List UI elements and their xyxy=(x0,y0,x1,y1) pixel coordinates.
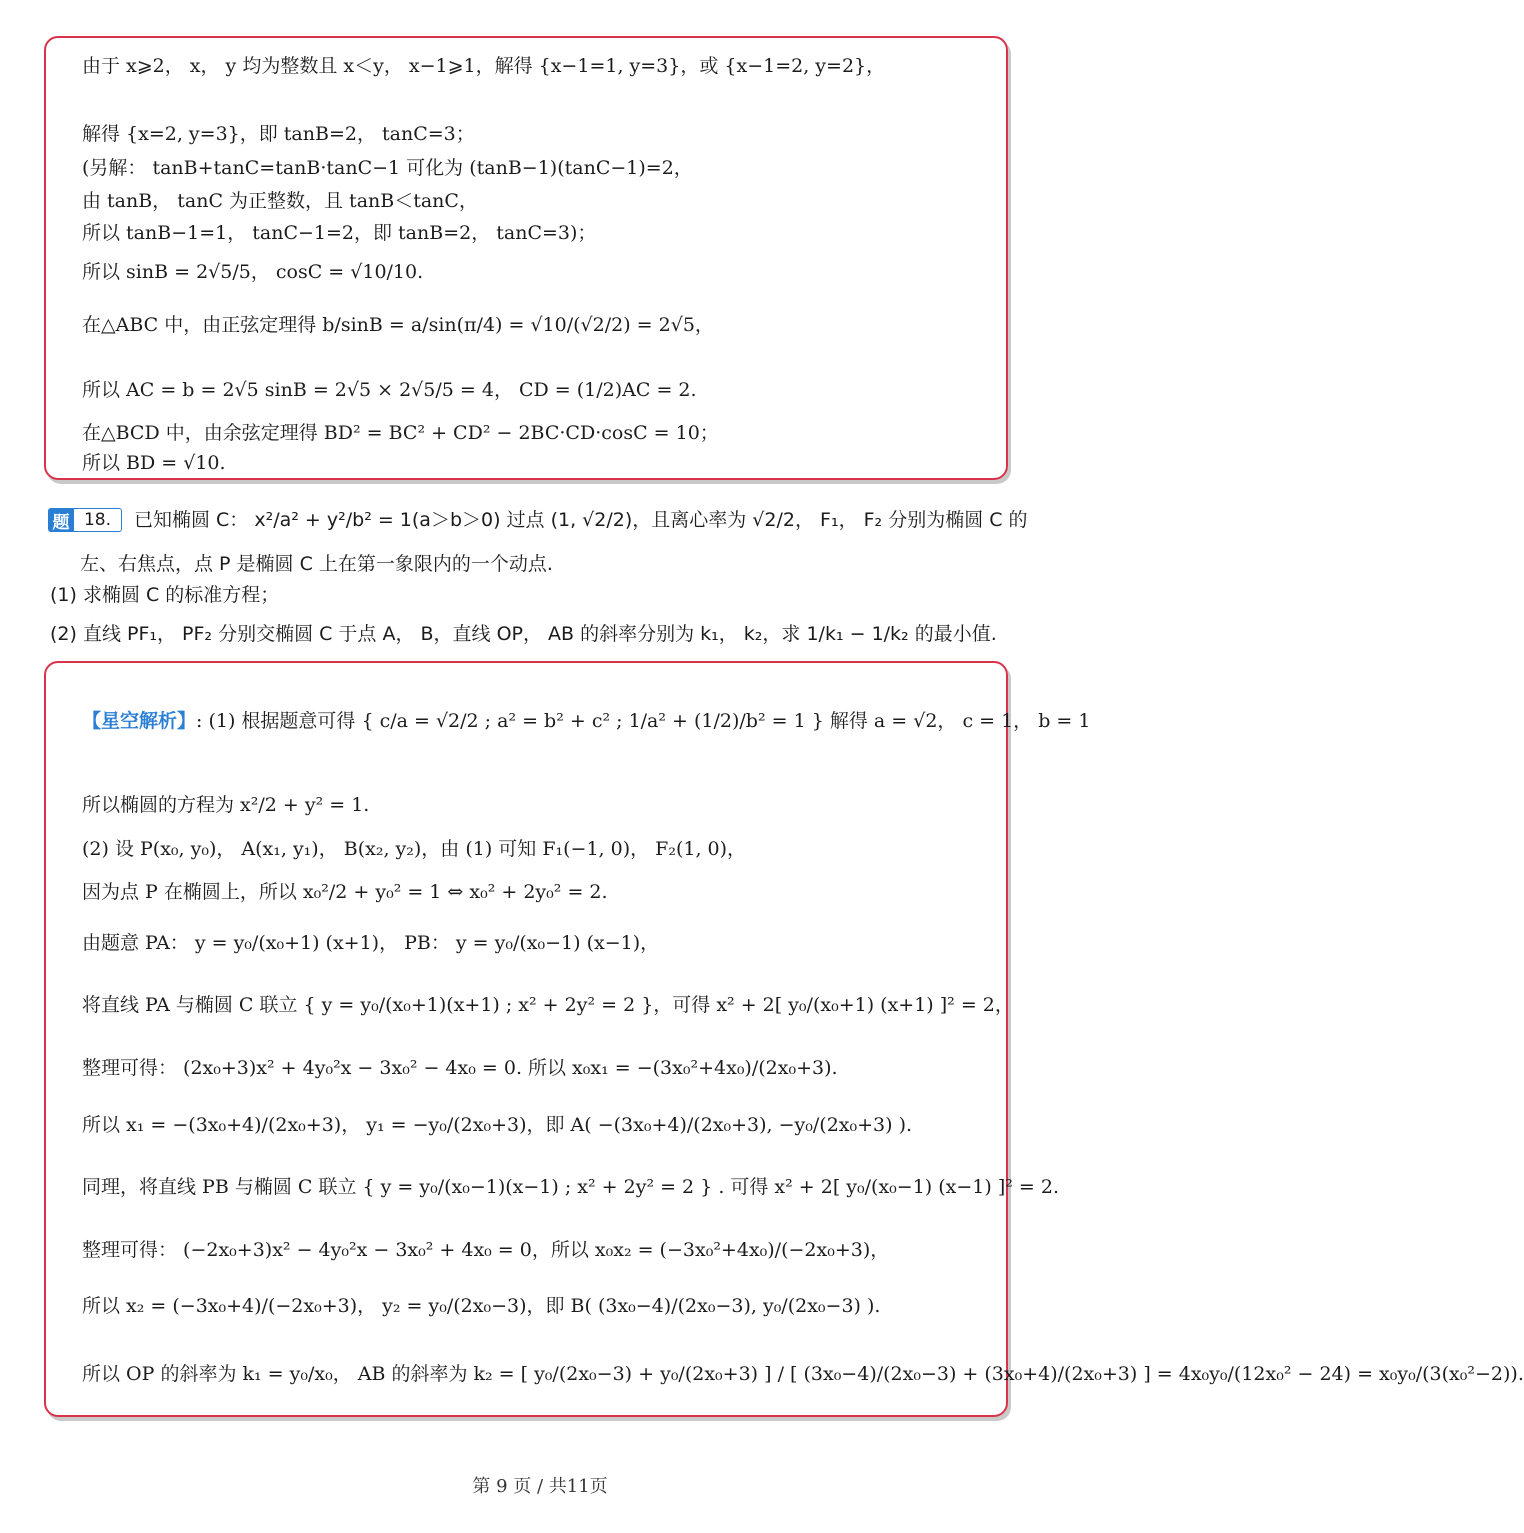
solution-line: 所以 BD = √10. xyxy=(82,452,226,474)
answer-line: 整理可得： (−2x₀+3)x² − 4y₀²x − 3x₀² + 4x₀ = 0，所以 x₀x₂ = (−3x₀²+4x₀)/(−2x₀+3)， xyxy=(82,1239,890,1261)
problem-part1: (1) 求椭圆 C 的标准方程； xyxy=(50,584,280,606)
answer-line: 同理，将直线 PB 与椭圆 C 联立 { y = y₀/(x₀−1)(x−1) ; x² + 2y² = 2 } . 可得 x² + 2[ y₀/(x₀−1) (x−1) ]² = 2. xyxy=(82,1176,1060,1198)
solution-line: 由 tanB， tanC 为正整数，且 tanB＜tanC， xyxy=(82,190,478,212)
problem-part2: (2) 直线 PF₁， PF₂ 分别交椭圆 C 于点 A， B，直线 OP， AB 的斜率分别为 k₁， k₂，求 1/k₁ − 1/k₂ 的最小值. xyxy=(50,623,997,645)
solution-line: 所以 sinB = 2√5/5， cosC = √10/10. xyxy=(82,261,424,283)
answer-line-1: 【星空解析】: (1) 根据题意可得 { c/a = √2/2 ; a² = b² + c² ; 1/a² + (1/2)/b² = 1 } 解得 a = √2， c = 1， b = 1 xyxy=(82,710,1091,732)
answer-line: 将直线 PA 与椭圆 C 联立 { y = y₀/(x₀+1)(x+1) ; x² + 2y² = 2 }，可得 x² + 2[ y₀/(x₀+1) (x+1) ]² = 2， xyxy=(82,994,1014,1016)
solution-line: 在△ABC 中，由正弦定理得 b/sinB = a/sin(π/4) = √10/(√2/2) = 2√5， xyxy=(82,314,714,336)
problem-number: 18. xyxy=(74,508,122,532)
answer-line: 整理可得： (2x₀+3)x² + 4y₀²x − 3x₀² − 4x₀ = 0. 所以 x₀x₁ = −(3x₀²+4x₀)/(2x₀+3). xyxy=(82,1057,838,1079)
answer-box xyxy=(44,661,1524,1417)
solution-line: 在△BCD 中，由余弦定理得 BD² = BC² + CD² − 2BC·CD·cosC = 10； xyxy=(82,422,719,444)
answer-line: 所以 x₁ = −(3x₀+4)/(2x₀+3)， y₁ = −y₀/(2x₀+3)，即 A( −(3x₀+4)/(2x₀+3), −y₀/(2x₀+3) ). xyxy=(82,1114,913,1136)
answer-line: 所以 OP 的斜率为 k₁ = y₀/x₀， AB 的斜率为 k₂ = [ y₀/(2x₀−3) + y₀/(2x₀+3) ] / [ (3x₀−4)/(2x₀−3) + (3x₀+4)/(2x₀+3) ] = 4x₀y₀/(12x₀² − 24) = x₀y₀/(3(x₀²−2)). xyxy=(82,1363,1524,1385)
answer-line: 所以椭圆的方程为 x²/2 + y² = 1. xyxy=(82,794,370,816)
problem-badge xyxy=(48,508,122,532)
answer-line: (2) 设 P(x₀, y₀)， A(x₁, y₁)， B(x₂, y₂)，由 (1) 可知 F₁(−1, 0)， F₂(1, 0)， xyxy=(82,838,747,860)
solution-line: (另解： tanB+tanC=tanB·tanC−1 可化为 (tanB−1)(tanC−1)=2， xyxy=(82,157,693,179)
problem-stem-line1: 已知椭圆 C： x²/a² + y²/b² = 1(a＞b＞0) 过点 (1, √2/2)，且离心率为 √2/2， F₁， F₂ 分别为椭圆 C 的 xyxy=(134,509,1028,531)
solution-box-top xyxy=(44,36,1008,480)
problem-stem-line2: 左、右焦点，点 P 是椭圆 C 上在第一象限内的一个动点. xyxy=(80,553,553,575)
answer-line: 由题意 PA： y = y₀/(x₀+1) (x+1)， PB： y = y₀/(x₀−1) (x−1)， xyxy=(82,932,660,954)
answer-line: 所以 x₂ = (−3x₀+4)/(−2x₀+3)， y₂ = y₀/(2x₀−3)，即 B( (3x₀−4)/(2x₀−3), y₀/(2x₀−3) ). xyxy=(82,1295,881,1317)
answer-tag: 【星空解析】 xyxy=(82,710,197,732)
solution-line: 由于 x⩾2， x， y 均为整数且 x＜y， x−1⩾1，解得 {x−1=1, y=3}，或 {x−1=2, y=2}， xyxy=(82,55,886,77)
answer-line: 因为点 P 在椭圆上，所以 x₀²/2 + y₀² = 1 ⇔ x₀² + 2y₀² = 2. xyxy=(82,881,608,903)
solution-line: 解得 {x=2, y=3}，即 tanB=2， tanC=3； xyxy=(82,123,475,145)
problem-badge-label: 题 xyxy=(48,508,74,532)
page-footer: 第 9 页 / 共11页 xyxy=(472,1476,608,1497)
solution-line: 所以 AC = b = 2√5 sinB = 2√5 × 2√5/5 = 4， CD = (1/2)AC = 2. xyxy=(82,379,697,401)
solution-line: 所以 tanB−1=1， tanC−1=2，即 tanB=2， tanC=3)； xyxy=(82,222,597,244)
